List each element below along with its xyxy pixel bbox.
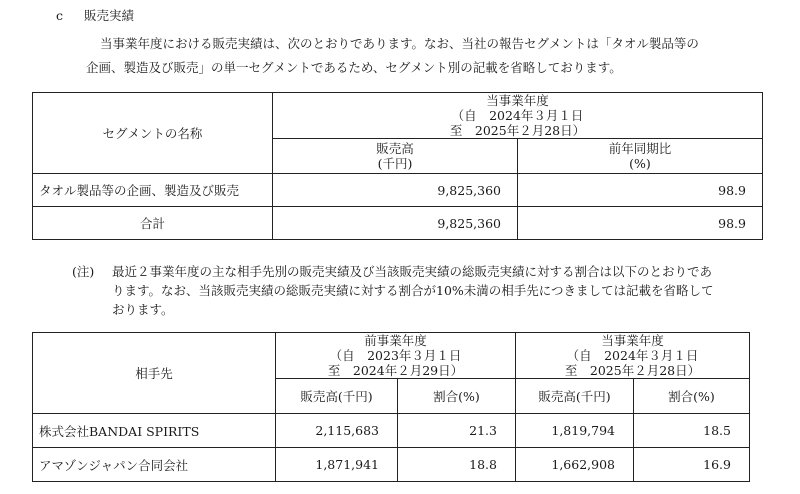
segment-name: タオル製品等の企画、製造及び販売 — [33, 174, 273, 207]
prev-period-from: （自 2023年３月１日 — [329, 348, 462, 363]
curr-sales: 1,819,794 — [516, 414, 634, 448]
curr-ratio: 18.5 — [634, 414, 750, 448]
curr-period-from: （自 2024年３月１日 — [566, 348, 699, 363]
section-heading — [56, 6, 134, 24]
customer-name: 株式会社BANDAI SPIRITS — [33, 414, 276, 448]
segment-header: セグメントの名称 — [33, 93, 273, 174]
period-to: 至 2025年２月28日） — [449, 123, 586, 138]
prev-ratio: 18.8 — [398, 448, 516, 482]
period-header — [273, 93, 763, 139]
note-tag: (注) — [72, 264, 95, 279]
prev-period-to: 至 2024年２月29日） — [327, 363, 464, 378]
intro-line-1: 当事業年度における販売実績は、次のとおりであります。なお、当社の報告セグメントは「タオル製品等の — [100, 36, 699, 51]
total-sales: 9,825,360 — [273, 207, 518, 240]
prev-period-title: 前事業年度 — [364, 333, 427, 348]
customer-name: アマゾンジャパン合同会社 — [33, 448, 276, 482]
curr-sales: 1,662,908 — [516, 448, 634, 482]
yoy-header-label: 前年同期比 — [608, 141, 672, 156]
prev-ratio-header: 割合(%) — [398, 379, 516, 414]
prev-sales-header: 販売高(千円) — [276, 379, 398, 414]
sales-header-label: 販売高 — [376, 141, 414, 156]
table-row-total — [33, 207, 763, 240]
curr-period-title: 当事業年度 — [601, 333, 664, 348]
total-yoy: 98.9 — [518, 207, 763, 240]
table-row — [33, 448, 750, 482]
yoy-header — [518, 139, 763, 174]
note-line-2: ります。なお、当該販売実績の総販売実績に対する割合が10%未満の相手先につきましては記載を省略して — [112, 283, 714, 298]
customer-header: 相手先 — [33, 333, 276, 414]
sales-header-unit: (千円) — [377, 156, 413, 171]
sales-by-segment-table — [32, 92, 763, 240]
curr-period-header — [516, 333, 750, 379]
curr-period-to: 至 2025年２月28日） — [564, 363, 701, 378]
table-row — [33, 414, 750, 448]
period-title: 当事業年度 — [486, 93, 549, 108]
sales-header — [273, 139, 518, 174]
curr-sales-header: 販売高(千円) — [516, 379, 634, 414]
period-from: （自 2024年３月１日 — [451, 108, 584, 123]
intro-paragraph — [86, 32, 785, 80]
segment-yoy: 98.9 — [518, 174, 763, 207]
yoy-header-unit: (%) — [629, 156, 651, 171]
prev-ratio: 21.3 — [398, 414, 516, 448]
total-label: 合計 — [33, 207, 273, 240]
prev-period-header — [276, 333, 516, 379]
note-block — [72, 262, 772, 319]
sales-by-customer-table — [32, 332, 750, 482]
note-line-1: 最近２事業年度の主な相手先別の販売実績及び当該販売実績の総販売実績に対する割合は以下のとおりであ — [112, 264, 713, 279]
prev-sales: 1,871,941 — [276, 448, 398, 482]
curr-ratio-header: 割合(%) — [634, 379, 750, 414]
prev-sales: 2,115,683 — [276, 414, 398, 448]
segment-sales: 9,825,360 — [273, 174, 518, 207]
curr-ratio: 16.9 — [634, 448, 750, 482]
section-marker: c — [56, 8, 64, 23]
note-line-3: おります。 — [112, 302, 174, 317]
table-row — [33, 174, 763, 207]
intro-line-2: 企画、製造及び販売」の単一セグメントであるため、セグメント別の記載を省略しております。 — [86, 60, 622, 75]
section-title: 販売実績 — [84, 8, 135, 23]
